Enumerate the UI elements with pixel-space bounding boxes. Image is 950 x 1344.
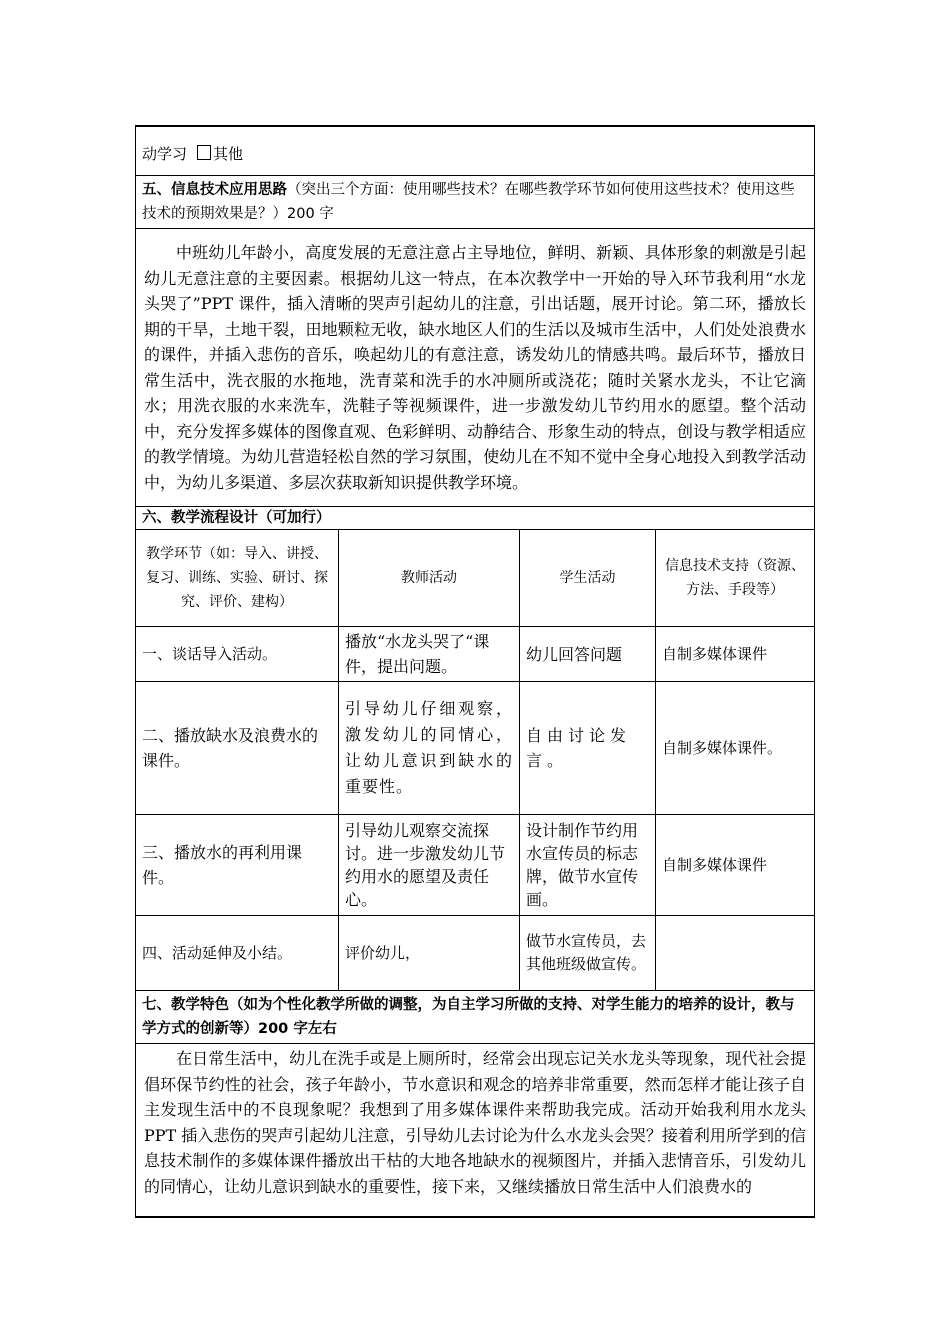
table-header-row	[136, 530, 815, 627]
lesson-plan-table	[135, 125, 815, 1218]
section5-title: 五、信息技术应用思路	[142, 182, 287, 198]
table-row-3	[136, 815, 815, 916]
section5-body: 中班幼儿年龄小，高度发展的无意注意占主导地位，鲜明、新颖、具体形象的刺激是引起幼儿无意注意的主要因素。根据幼儿这一特点，在本次教学中一开始的导入环节我利用“水龙头哭了”PPT 课件，插入清晰的哭声引起幼儿的注意，引出话题，展开讨论。第二环，播放长期的干旱，土地干裂，田地颗粒无收，缺水地区人们的生活以及城市生活中，人们处处浪费水的课件，并插入悲伤的音乐，唤起幼儿的有意注意，诱发幼儿的情感共鸣。最后环节，播放日常生活中，洗衣服的水拖地，洗青菜和洗手的水冲厕所或浇花；随时关紧水龙头，不让它滴水；用洗衣服的水来洗车，洗鞋子等视频课件，进一步激发幼儿节约用水的愿望。整个活动中，充分发挥多媒体的图像直观、色彩鲜明、动静结合、形象生动的特点，创设与教学相适应的教学情境。为幼儿营造轻松自然的学习氛围，使幼儿在不知不觉中全身心地投入到教学活动中，为幼儿多渠道、多层次获取新知识提供教学环境。	[136, 229, 815, 507]
row4-stage: 四、活动延伸及小结。	[136, 916, 339, 991]
row3-stage: 三、播放水的再利用课件。	[136, 815, 339, 916]
top-row	[136, 126, 815, 176]
header-stage: 教学环节（如：导入、讲授、复习、训练、实验、研讨、探究、评价、建构）	[136, 530, 339, 627]
section6-title: 六、教学流程设计（可加行）	[136, 507, 815, 530]
checkbox-label: 其他	[213, 144, 244, 163]
section5-heading	[136, 176, 815, 229]
checkbox-icon[interactable]	[197, 145, 211, 160]
section6-heading-row	[136, 507, 815, 530]
section5-heading-row	[136, 176, 815, 229]
row1-tech: 自制多媒体课件	[656, 627, 815, 682]
section7-body: 在日常生活中，幼儿在洗手或是上厕所时，经常会出现忘记关水龙头等现象，现代社会提倡环保节约性的社会，孩子年龄小，节水意识和观念的培养非常重要，然而怎样才能让孩子自主发现生活中的不良现象呢？我想到了用多媒体课件来帮助我完成。活动开始我利用水龙头 PPT 插入悲伤的哭声引起幼儿注意，引导幼儿去讨论为什么水龙头会哭？接着利用所学到的信息技术制作的多媒体课件播放出干枯的大地各地缺水的视频图片，并插入悲情音乐，引发幼儿的同情心，让幼儿意识到缺水的重要性，接下来，又继续播放日常生活中人们浪费水的	[136, 1044, 815, 1218]
lesson-plan-page	[135, 125, 814, 1218]
section5-note: （突出三个方面：使用哪些技术？在哪些教学环节如何使用这些技术？使用这些技术的预期效果是？）200 字	[142, 182, 795, 222]
top-row-cell	[136, 126, 815, 176]
row4-student: 做节水宣传员，去其他班级做宣传。	[520, 916, 656, 991]
row4-tech	[656, 916, 815, 991]
section7-body-row	[136, 1044, 815, 1218]
row2-teacher: 引导幼儿仔细观察，激发幼儿的同情心，让幼儿意识到缺水的重要性。	[339, 682, 520, 815]
row2-tech: 自制多媒体课件。	[656, 682, 815, 815]
section5-body-row	[136, 229, 815, 507]
table-row-2	[136, 682, 815, 815]
row4-teacher: 评价幼儿，	[339, 916, 520, 991]
table-row-1	[136, 627, 815, 682]
section7-title: 七、教学特色（如为个性化教学所做的调整，为自主学习所做的支持、对学生能力的培养的设计，教与学方式的创新等）200 字左右	[136, 991, 815, 1044]
top-row-text: 动学习	[142, 144, 188, 163]
row2-stage: 二、播放缺水及浪费水的课件。	[136, 682, 339, 815]
row3-tech: 自制多媒体课件	[656, 815, 815, 916]
row2-student: 自由讨论发言。	[520, 682, 656, 815]
row1-stage: 一、谈话导入活动。	[136, 627, 339, 682]
header-teacher: 教师活动	[339, 530, 520, 627]
row1-student: 幼儿回答问题	[520, 627, 656, 682]
header-student: 学生活动	[520, 530, 656, 627]
section7-heading-row	[136, 991, 815, 1044]
header-tech: 信息技术支持（资源、方法、手段等）	[656, 530, 815, 627]
table-row-4	[136, 916, 815, 991]
row3-student: 设计制作节约用水宣传员的标志牌，做节水宣传画。	[520, 815, 656, 916]
row1-teacher: 播放“水龙头哭了“课件，提出问题。	[339, 627, 520, 682]
row3-teacher: 引导幼儿观察交流探讨。进一步激发幼儿节约用水的愿望及责任心。	[339, 815, 520, 916]
